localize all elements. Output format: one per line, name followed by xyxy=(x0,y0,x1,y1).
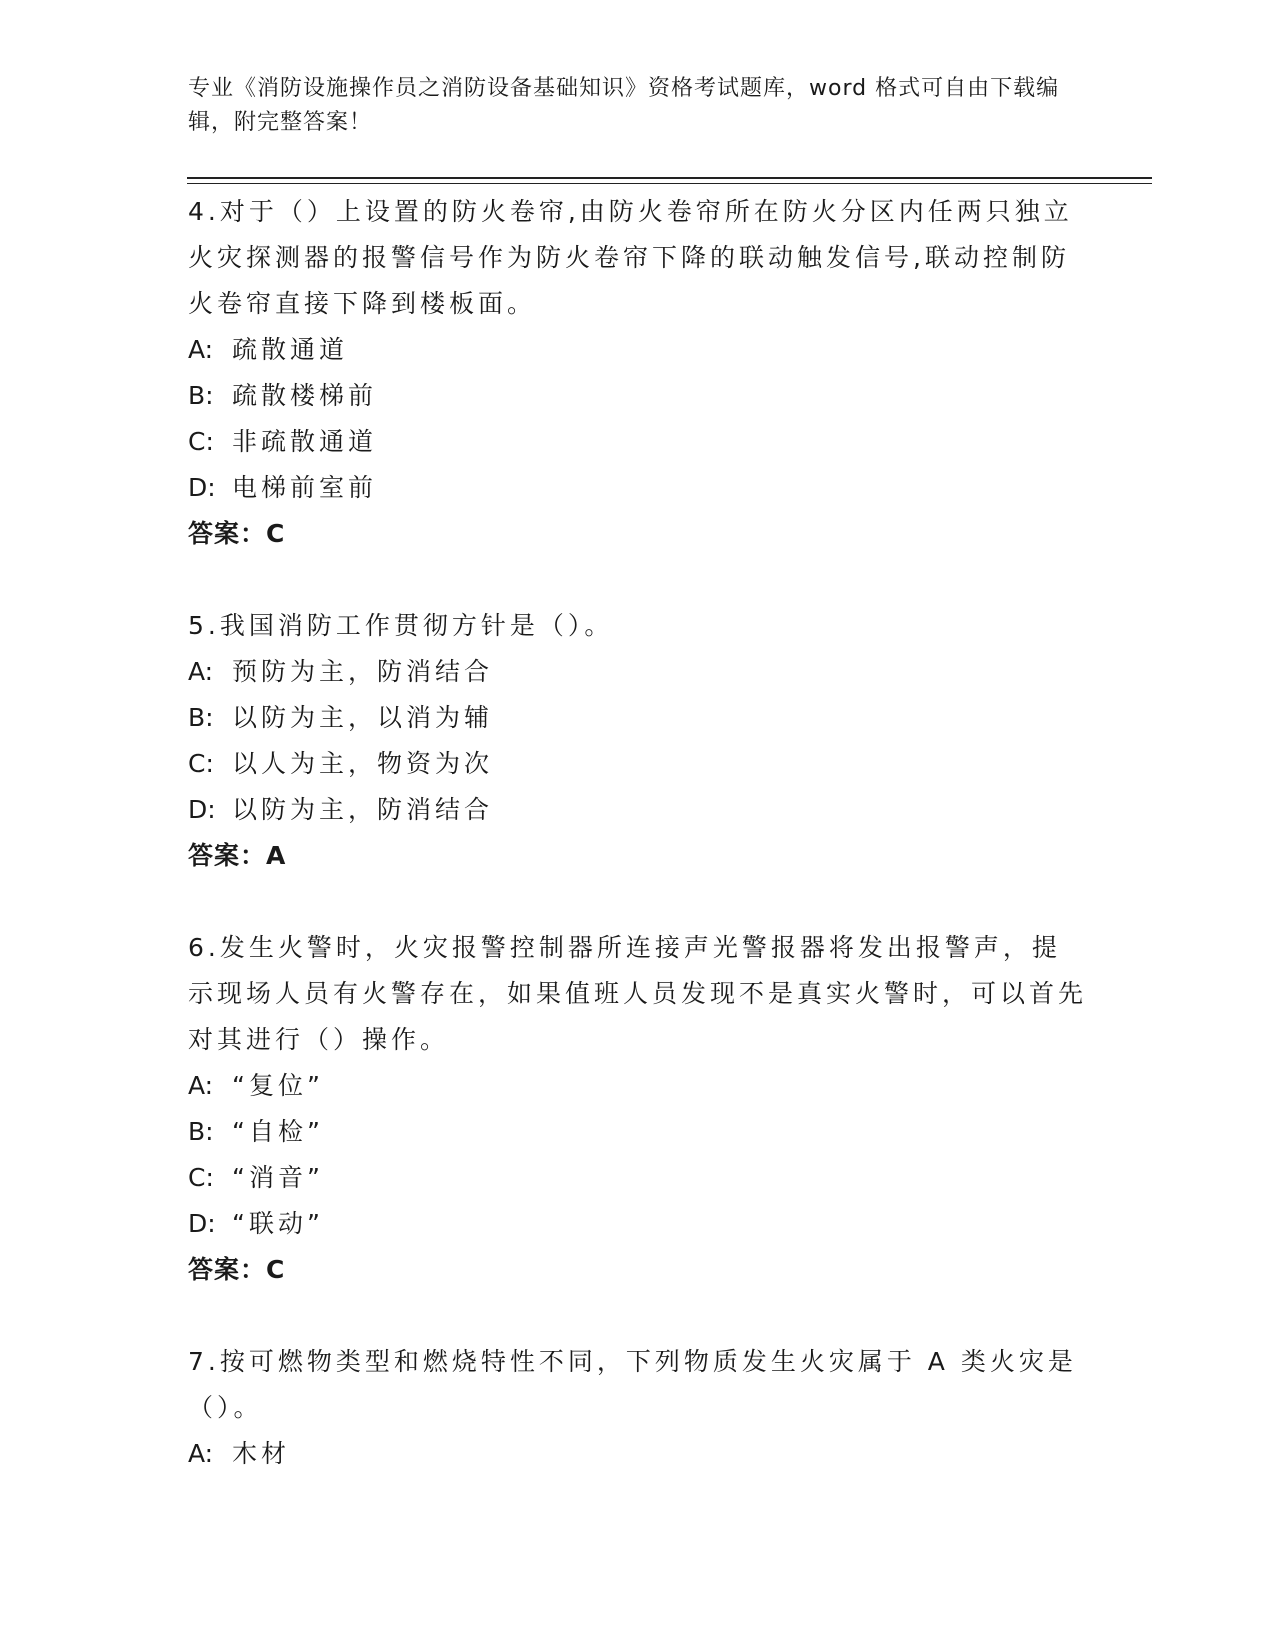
option-text: 以防为主，防消结合 xyxy=(232,795,494,824)
question-text: 4.对于（）上设置的防火卷帘,由防火卷帘所在防火分区内任两只独立火灾探测器的报警信号作为防火卷帘下降的联动触发信号,联动控制防火卷帘直接下降到楼板面。 xyxy=(188,197,1073,318)
option-letter: D: xyxy=(188,795,216,824)
option-text: 疏散通道 xyxy=(232,335,349,364)
option-letter: D: xyxy=(188,473,216,502)
option-text: 以人为主，物资为次 xyxy=(232,749,494,778)
option-d xyxy=(188,1201,1088,1247)
answer-line: 答案：A xyxy=(188,841,287,870)
option-letter: A: xyxy=(188,335,214,364)
option-text: “自检” xyxy=(232,1117,324,1146)
option-a xyxy=(188,1063,1088,1109)
question-text: 5.我国消防工作贯彻方针是（）。 xyxy=(188,611,614,640)
option-letter: B: xyxy=(188,381,214,410)
option-letter: B: xyxy=(188,703,214,732)
option-b xyxy=(188,695,1088,741)
option-b xyxy=(188,373,1088,419)
option-c xyxy=(188,1155,1088,1201)
option-letter: C: xyxy=(188,1163,214,1192)
header-divider-thick xyxy=(187,177,1152,179)
question-5 xyxy=(188,603,1088,879)
option-text: 电梯前室前 xyxy=(232,473,378,502)
option-text: 木材 xyxy=(232,1439,291,1468)
question-text: 6.发生火警时，火灾报警控制器所连接声光警报器将发出报警声，提示现场人员有火警存在，如果值班人员发现不是真实火警时，可以首先对其进行（）操作。 xyxy=(188,933,1088,1054)
option-text: 疏散楼梯前 xyxy=(232,381,378,410)
answer-line: 答案：C xyxy=(188,1255,286,1284)
question-list xyxy=(188,189,1088,1477)
option-letter: A: xyxy=(188,1439,214,1468)
question-text: 7.按可燃物类型和燃烧特性不同，下列物质发生火灾属于 A 类火灾是（）。 xyxy=(188,1347,1077,1422)
option-text: 预防为主，防消结合 xyxy=(232,657,494,686)
option-a xyxy=(188,327,1088,373)
header-divider-thin xyxy=(187,183,1152,184)
option-text: “联动” xyxy=(232,1209,324,1238)
option-d xyxy=(188,465,1088,511)
option-letter: D: xyxy=(188,1209,216,1238)
spacer xyxy=(188,557,1088,603)
option-letter: B: xyxy=(188,1117,214,1146)
option-text: 非疏散通道 xyxy=(232,427,378,456)
question-6 xyxy=(188,925,1088,1293)
option-c xyxy=(188,419,1088,465)
option-text: 以防为主，以消为辅 xyxy=(232,703,494,732)
option-letter: A: xyxy=(188,657,214,686)
question-7 xyxy=(188,1339,1088,1477)
option-b xyxy=(188,1109,1088,1155)
answer-line: 答案：C xyxy=(188,519,286,548)
spacer xyxy=(188,879,1088,925)
spacer xyxy=(188,1293,1088,1339)
document-header: 专业《消防设施操作员之消防设备基础知识》资格考试题库，word 格式可自由下载编辑，附完整答案！ xyxy=(188,76,1060,135)
option-a xyxy=(188,649,1088,695)
option-text: “复位” xyxy=(232,1071,324,1100)
option-letter: A: xyxy=(188,1071,214,1100)
option-d xyxy=(188,787,1088,833)
option-letter: C: xyxy=(188,427,214,456)
option-letter: C: xyxy=(188,749,214,778)
option-text: “消音” xyxy=(232,1163,324,1192)
option-c xyxy=(188,741,1088,787)
option-a xyxy=(188,1431,1088,1477)
question-4 xyxy=(188,189,1088,557)
